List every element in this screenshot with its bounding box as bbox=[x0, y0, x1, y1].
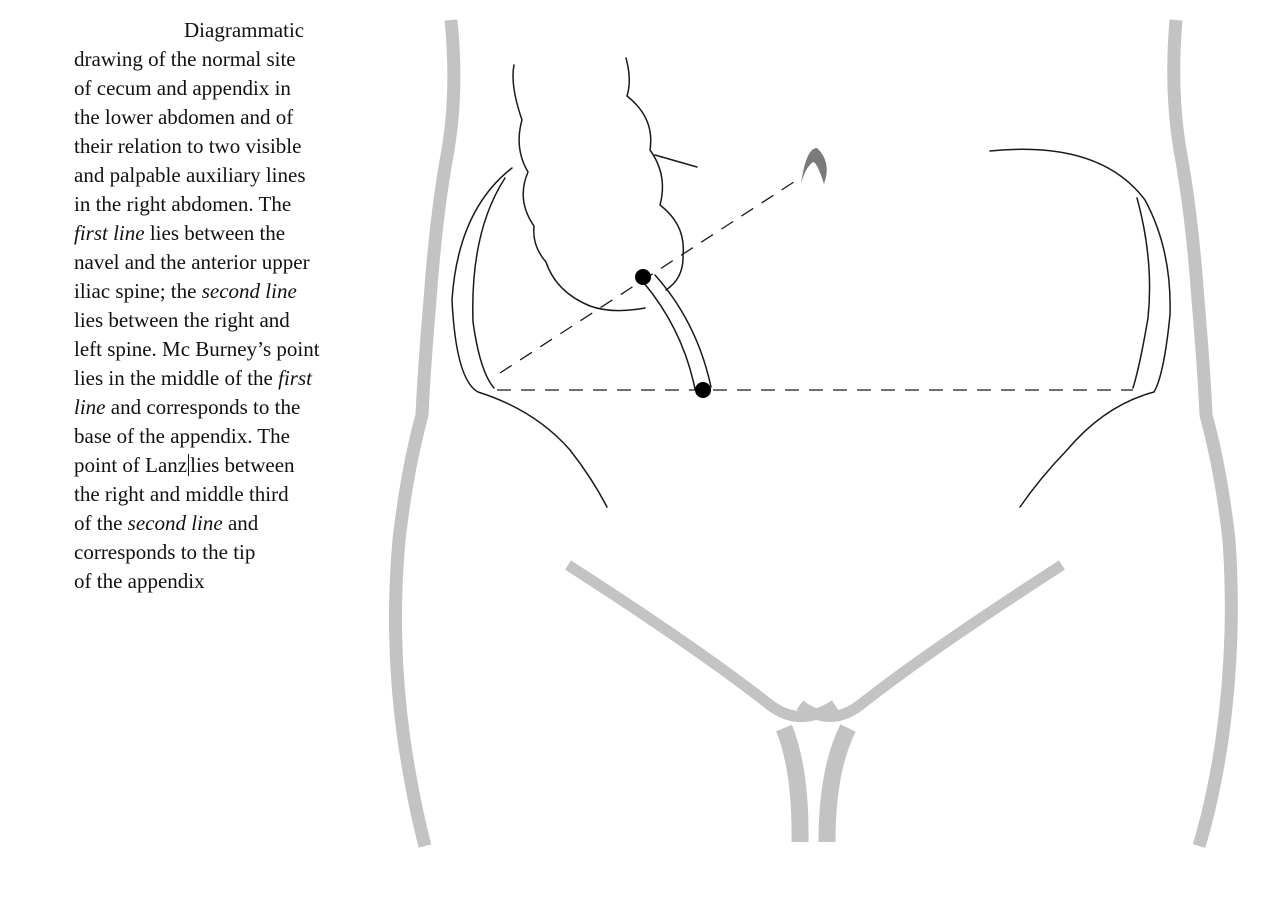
right-inguinal-fold bbox=[800, 565, 1062, 717]
appendix-outer bbox=[644, 283, 695, 389]
caption-line: lies between the right and bbox=[74, 308, 290, 332]
caption-italic: first bbox=[278, 366, 312, 390]
caption-text: lies between the bbox=[144, 221, 286, 245]
right-iliac-crest-inner bbox=[473, 178, 505, 388]
caption-line: corresponds to the tip bbox=[74, 540, 256, 564]
caption-line: the lower abdomen and of bbox=[74, 105, 294, 129]
caption-text: lies in the middle of the bbox=[74, 366, 279, 390]
lanz-point-icon bbox=[695, 382, 711, 398]
caption-italic: first line bbox=[74, 221, 145, 245]
left-inguinal-fold bbox=[568, 565, 835, 717]
left-inner-thigh bbox=[784, 728, 800, 842]
caption-text: lies between bbox=[190, 453, 295, 477]
caption-line: of the appendix bbox=[74, 569, 205, 593]
caption-line: navel and the anterior upper bbox=[74, 250, 310, 274]
navel-icon bbox=[801, 148, 827, 184]
left-iliac-crest-inner bbox=[1133, 198, 1150, 388]
appendix-inner bbox=[655, 275, 711, 387]
caption-line: of cecum and appendix in bbox=[74, 76, 291, 100]
ascending-colon-right-edge bbox=[626, 58, 683, 290]
caption-line: base of the appendix. The bbox=[74, 424, 290, 448]
left-iliac-crest-outer bbox=[990, 149, 1170, 507]
ascending-colon-left-edge bbox=[513, 65, 645, 311]
caption-text: point of Lanz bbox=[74, 453, 188, 477]
caption-line: the right and middle third bbox=[74, 482, 289, 506]
caption-text: and corresponds to the bbox=[105, 395, 301, 419]
caption-line: and palpable auxiliary lines bbox=[74, 163, 306, 187]
left-body-contour bbox=[395, 20, 453, 846]
caption-italic: second line bbox=[201, 279, 297, 303]
caption-text: of the bbox=[74, 511, 128, 535]
right-inner-thigh bbox=[827, 728, 848, 842]
caption-line: left spine. Mc Burney’s point bbox=[74, 337, 320, 361]
caption-line: Diagrammatic bbox=[184, 18, 305, 42]
caption-text: and bbox=[222, 511, 259, 535]
caption-line: in the right abdomen. The bbox=[74, 192, 292, 216]
caption-text: iliac spine; the bbox=[74, 279, 202, 303]
haustra-fold bbox=[655, 155, 697, 167]
caption-italic: second line bbox=[127, 511, 223, 535]
caption-italic: line bbox=[74, 395, 106, 419]
caption-line: their relation to two visible bbox=[74, 134, 302, 158]
mcburney-point-icon bbox=[635, 269, 651, 285]
right-body-contour bbox=[1174, 20, 1232, 846]
caption-line: drawing of the normal site bbox=[74, 47, 296, 71]
